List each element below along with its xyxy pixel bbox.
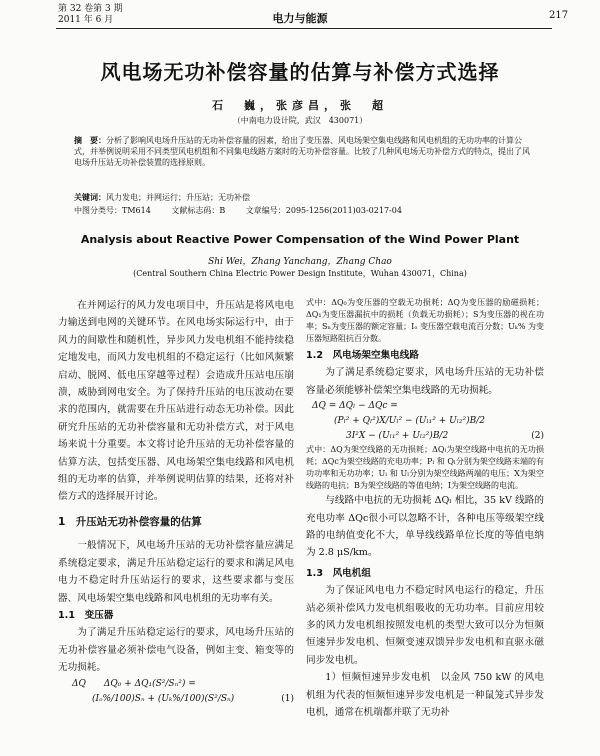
subsection-1-1-heading: 1.1 变压器	[58, 609, 114, 621]
equation-1-number: (1)	[281, 693, 294, 704]
document-code: 文献标志码：B	[171, 206, 226, 215]
equation-2-line-2: (Pₗ² + Qₗ²)X/Uₗ² − (Uₗ₁² + Uₗ₂²)B/2	[334, 416, 486, 427]
equation-1-definitions: 式中：ΔQ₀为变压器的空载无功损耗；ΔQ为变压器的励磁损耗；ΔQ₁为变压器漏抗中的损耗（负载无功损耗）；S为变压器的视在功率；Sₙ为变压器的额定容量；Iₒ 变压器空载电流百分数；Uₖ% 为变压器短路阻抗百分数。	[306, 298, 544, 343]
equation-2-number: (2)	[531, 431, 544, 442]
subsection-1-2-paragraph: 为了满足系统稳定要求，风电场升压站的无功补偿容量必须能够补偿架空集电线路的无功损耗。	[306, 367, 544, 396]
journal-name: 电力与能源	[272, 12, 328, 25]
english-title: Analysis about Reactive Power Compensation of the Wind Power Plant	[80, 233, 520, 246]
article-number: 文章编号：2095-1256(2011)03-0217-04	[245, 206, 402, 215]
subsection-1-3-heading: 1.3 风电机组	[306, 567, 371, 579]
paper-authors: 石 巍，张彦昌，张 超	[212, 99, 388, 112]
item-1-paragraph: 1）恒频恒速异步发电机 以金风 750 kW 的风电机组为代表的恒频恒速异步发电机是一种鼠笼式异步发电机，通常在机端都并联了无功补	[306, 672, 544, 719]
subsection-1-2-heading: 1.2 风电场架空集电线路	[306, 350, 419, 361]
header-rule	[56, 28, 552, 29]
equation-1	[58, 677, 294, 707]
english-authors: Shi Wei，Zhang Yanchang，Zhang Chao	[208, 257, 392, 267]
subsection-1-1-paragraph: 为了满足升压站稳定运行的要求，风电场升压站的无功补偿容量必须补偿电气设备，例如主变、箱变等的无功损耗。	[58, 627, 294, 674]
paper-affiliation: （中南电力设计院，武汉 430071）	[232, 116, 368, 125]
equation-1-line-2: (Iₒ%/100)Sₙ + (Uₖ%/100)(S²/Sₙ)	[92, 693, 235, 704]
left-column	[58, 297, 294, 707]
journal-date: 2011 年 6 月	[58, 15, 114, 25]
right-column	[306, 297, 544, 722]
section-1-heading: 1 升压站无功补偿容量的估算	[58, 515, 202, 528]
keywords	[74, 192, 530, 203]
clc-number: 中图分类号：TM614	[74, 206, 151, 215]
abstract-label: 摘 要：	[74, 136, 106, 145]
abstract	[74, 135, 530, 169]
equation-2-line-1: ΔQ = ΔQₗ − ΔQc =	[312, 401, 398, 412]
page-number: 217	[549, 10, 569, 21]
english-affiliation: (Central Southern China Electric Power Design Institute，Wuhan 430071，China)	[133, 269, 467, 278]
equation-2	[306, 399, 544, 444]
paper-title: 风电场无功补偿容量的估算与补偿方式选择	[100, 60, 500, 84]
equation-2-line-3: 3I²X − (Uₗ₁² + Uₗ₂²)B/2	[346, 431, 449, 442]
line-charging-paragraph: 与线路中电抗的无功损耗 ΔQₗ 相比，35 kV 线路的充电功率 ΔQc很小可以忽略不计，各种电压等级架空线路的电纳值变化不大，单导线线路单位长度的等值电纳为 2.8 μS/km。	[306, 495, 544, 559]
section-1-paragraph: 一般情况下，风电场升压站的无功补偿容量应满足系统稳定要求，满足升压站稳定运行的要求和满足风电电力不稳定时升压站运行的要求，这些要求都与变压器、风电场架空集电线路和风电机组的无功率有关。	[58, 540, 294, 604]
journal-issue: 第 32 卷第 3 期	[58, 4, 123, 14]
abstract-text: 分析了影响风电场升压站的无功补偿容量的因素，给出了变压器、风电场架空集电线路和风电机组的无功功率的计算公式，并举例说明采用不同类型风电机组和不同集电线路方案时的无功补偿容量。比较了几种风电场无功补偿方式的特点，提出了风电场升压站无功补偿装置的选择原则。	[74, 136, 530, 168]
keywords-label: 关键词：	[74, 192, 106, 202]
intro-paragraph: 在并网运行的风力发电项目中，升压站是将风电电力输送到电网的关键环节。在风电场实际运行中，由于风力的间歇性和随机性，异步风力发电机组不能持续稳定地发电，而风力发电机组的不稳定运行（比如风频繁启动、脱网、低电压穿越等过程）会造成升压站电压崩溃，威胁到网电安全。为了保持升压站的电压波动在要求的范围内，就需要在升压站进行动态无功补偿。因此研究升压站的无功补偿容量和无功补偿方式，对于风电场来说十分重要。本文将讨论升压站的无功补偿容量的估算方法，包括变压器、风电场架空集电线路和风电机组的无功率的估算，并举例说明估算的结果，还将对补偿方式的选择展开讨论。	[58, 300, 294, 503]
classification-line	[74, 205, 530, 216]
equation-2-definitions: 式中：ΔQ为架空线路的无功损耗；ΔQₗ为架空线路中电抗的无功损耗；ΔQc为架空线路的充电功率；Pₗ 和 Qₗ分别为架空线路末端的有功功率和无功功率；Uₗ 和 Uₗ分别为架空线路两端的电压；X为架空线路的电抗；B为架空线路的等值电纳；I为架空线路的电流。	[306, 445, 544, 491]
subsection-1-3-paragraph: 为了保证风电电力不稳定时风电运行的稳定，升压站必须补偿风力发电机组吸收的无功功率。目前应用较多的风力发电机组按照发电机的类型大致可以分为恒频恒速异步发电机、恒频变速双馈异步发电机和直驱永磁同步发电机。	[306, 585, 544, 666]
equation-1-line-1: ΔQ ΔQ₀ + ΔQ₁(S²/Sₙ²) =	[72, 678, 196, 689]
keywords-text: 风力发电；并网运行；升压站；无功补偿	[106, 193, 250, 202]
